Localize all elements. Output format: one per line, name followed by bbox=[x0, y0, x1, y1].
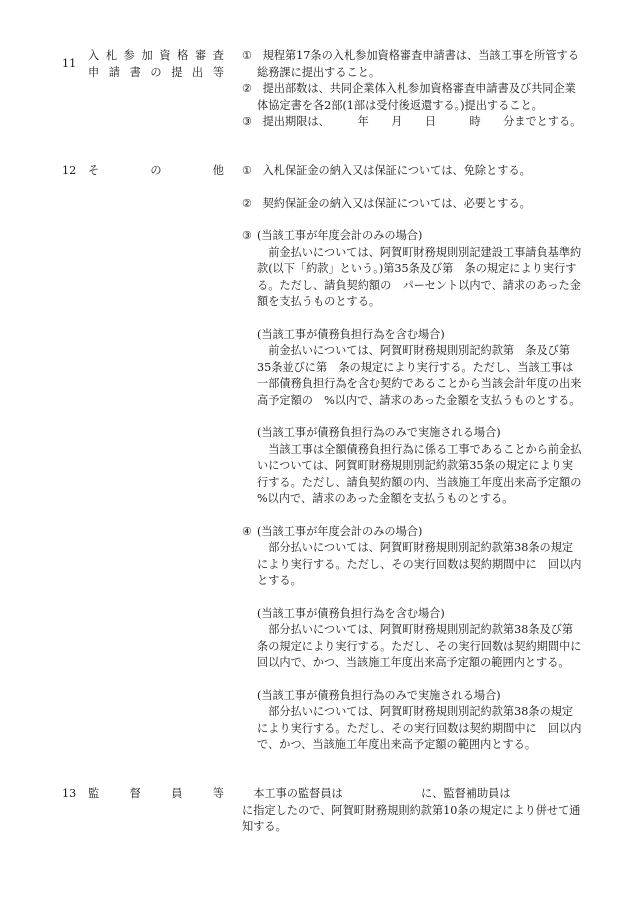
title-line: そ の 他 bbox=[88, 164, 224, 177]
case-heading: (当該工事が債務負担行為を含む場合) bbox=[257, 327, 445, 341]
item-mark: ① bbox=[242, 49, 253, 62]
case-heading: (当該工事が債務負担行為のみで実施される場合) bbox=[257, 688, 501, 702]
item-3 bbox=[242, 228, 593, 508]
item-mark: ③ bbox=[242, 115, 253, 128]
item-text: 提出部数は、共同企業体入札参加資格審査申請書及び共同企業体協定書を各2部(1部は受付後返還する。)提出すること。 bbox=[257, 82, 576, 112]
section-number: 13 bbox=[62, 787, 77, 800]
case-heading: (当該工事が年度会計のみの場合) bbox=[257, 524, 423, 538]
section-body bbox=[242, 163, 593, 754]
section-number: 11 bbox=[62, 57, 77, 70]
item-3 bbox=[242, 114, 584, 131]
case-body: 前金払いについては、阿賀町財務規則別記建設工事請負基準約款(以下「約款」という。)第35条及び第 条の規定により実行する。ただし、請負契約額の パーセント以内で、請求のあった金額を支払うものとする。 bbox=[257, 245, 582, 308]
title-line: 監 督 員 等 bbox=[88, 787, 224, 800]
case-heading: (当該工事が債務負担行為を含む場合) bbox=[257, 606, 445, 620]
section-body bbox=[242, 786, 601, 836]
item-4 bbox=[242, 524, 593, 754]
item-mark: ④ bbox=[242, 524, 253, 538]
section-title bbox=[88, 163, 224, 180]
item-2 bbox=[242, 196, 584, 213]
section-title bbox=[88, 48, 224, 81]
item-text: 契約保証金の納入又は保証については、必要とする。 bbox=[262, 196, 531, 210]
case-heading: (当該工事が年度会計のみの場合) bbox=[257, 229, 423, 242]
case-body: 部分払いについては、阿賀町財務規則別記約款第38条及び第 条の規定により実行する。ただし、その実行回数は契約期間中に 回以内で、かつ、当該施工年度出来高予定額の範囲内とする。 bbox=[257, 623, 593, 669]
title-line-1: 入 札 参 加 資 格 審 査 bbox=[88, 49, 224, 62]
section-body bbox=[242, 48, 584, 131]
case-body: 部分払いについては、阿賀町財務規則別記約款第38条の規定により実行する。ただし、その実行回数は契約期間中に 回以内とする。 bbox=[257, 541, 582, 587]
item-1 bbox=[242, 163, 584, 180]
item-text: 入札保証金の納入又は保証については、免除とする。 bbox=[262, 164, 531, 177]
item-2 bbox=[242, 81, 584, 114]
item-mark: ② bbox=[242, 82, 253, 95]
item-text: 提出期限は、 年 月 日 時 分までとする。 bbox=[262, 115, 582, 128]
item-1 bbox=[242, 48, 584, 81]
section-text: 本工事の監督員は に、監督補助員は に指定したので、阿賀町財務規則約款第10条の規定により併せて通知する。 bbox=[242, 787, 601, 833]
item-mark: ③ bbox=[242, 229, 253, 242]
case-body: 前金払いについては、阿賀町財務規則別記約款第 条及び第35条並びに第 条の規定により実行する。ただし、当該工事は一部債務負担行為を含む契約であることから当該会計年度の出来高予定額の %以内で、請求のあった金額を支払うものとする。 bbox=[257, 344, 582, 407]
case-body: 当該工事は全額債務負担行為に係る工事であることから前金払いについては、阿賀町財務規則別記約款第35条の規定により実行する。ただし、請負契約額の内、当該施工年度出来高予定額の %以内で、請求のあった金額を支払うものとする。 bbox=[257, 442, 593, 505]
title-line-2: 申 請 書 の 提 出 等 bbox=[88, 65, 224, 79]
item-mark: ① bbox=[242, 164, 253, 177]
item-mark: ② bbox=[242, 196, 253, 210]
case-body: 部分払いについては、阿賀町財務規則別記約款第38条の規定により実行する。ただし、その実行回数は契約期間中に 回以内で、かつ、当該施工年度出来高予定額の範囲内とする。 bbox=[257, 705, 582, 751]
section-title bbox=[88, 786, 224, 803]
case-heading: (当該工事が債務負担行為のみで実施される場合) bbox=[257, 426, 501, 439]
section-number: 12 bbox=[62, 164, 77, 177]
item-text: 規程第17条の入札参加資格審査申請書は、当該工事を所管する総務課に提出すること。 bbox=[257, 49, 579, 79]
